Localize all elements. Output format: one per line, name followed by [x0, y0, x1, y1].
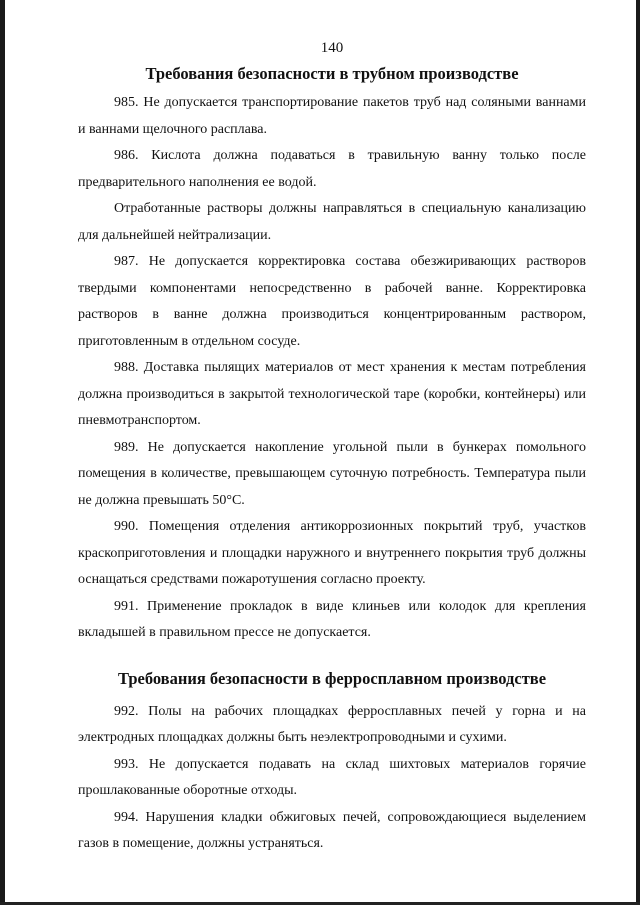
paragraph-986: 986. Кислота должна подаваться в травильную ванну только после предварительного наполнения ее водой.	[78, 148, 586, 190]
scan-border-left	[0, 0, 5, 905]
paragraph-990: 990. Помещения отделения антикоррозионных покрытий труб, участков краскоприготовления и площадки наружного и внутреннего покрытия труб должны оснащаться средствами пожаротушения согласно проекту.	[78, 519, 586, 587]
scan-border-right	[636, 0, 640, 905]
document-page	[78, 38, 586, 858]
paragraph-987: 987. Не допускается корректировка состава обезжиривающих растворов твердыми компонентами непосредственно в рабочей ванне. Корректировка растворов в ванне должна производиться концентрированным раствором, приготовленным в отдельном сосуде.	[78, 254, 586, 349]
paragraph-985: 985. Не допускается транспортирование пакетов труб над соляными ваннами и ваннами щелочного расплава.	[78, 95, 586, 137]
section-ferroalloy-production	[78, 667, 586, 858]
paragraph-986-continued: Отработанные растворы должны направляться в специальную канализацию для дальнейшей нейтрализации.	[78, 201, 586, 243]
section-title: Требования безопасности в трубном производстве	[145, 64, 519, 83]
paragraph-991: 991. Применение прокладок в виде клиньев или колодок для крепления вкладышей в правильном прессе не допускается.	[78, 598, 586, 640]
section-pipe-production	[78, 62, 586, 647]
paragraph-994: 994. Нарушения кладки обжиговых печей, сопровождающиеся выделением газов в помещение, должны устраняться.	[78, 809, 586, 851]
paragraph-989: 989. Не допускается накопление угольной пыли в бункерах помольного помещения в количестве, превышающем суточную потребность. Температура пыли не должна превышать 50°С.	[78, 439, 586, 508]
paragraph-988: 988. Доставка пылящих материалов от мест хранения к местам потребления должна производиться в закрытой технологической таре (коробки, контейнеры) или пневмотранспортом.	[78, 360, 586, 428]
page-number: 140	[320, 40, 344, 56]
section-title: Требования безопасности в ферросплавном производстве	[117, 668, 547, 688]
paragraph-993: 993. Не допускается подавать на склад шихтовых материалов горячие прошлакованные оборотные отходы.	[78, 756, 586, 798]
paragraph-992: 992. Полы на рабочих площадках ферросплавных печей у горна и на электродных площадках должны быть неэлектропроводными и сухими.	[78, 703, 586, 745]
